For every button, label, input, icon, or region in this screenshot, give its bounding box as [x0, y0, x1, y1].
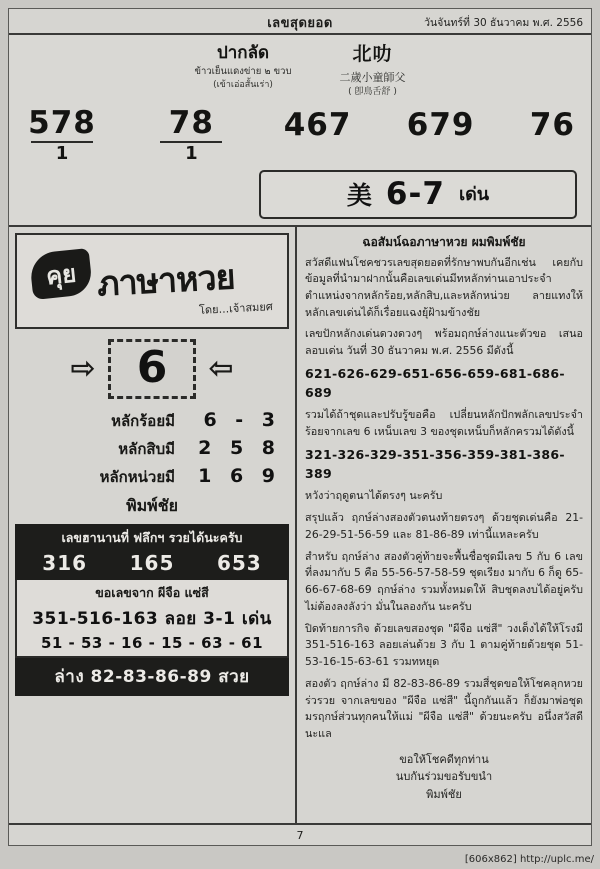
article-closing-line: พิมพ์ชัย [426, 787, 462, 801]
article-paragraph: สรุปแล้ว ฤกษ์ล่างสองตัวตนงท้ายตรงๆ ด้วยชุดเด่นคือ 21-26-29-51-56-59 และ 81-86-89 เท่านี้แหละครับ [305, 511, 583, 541]
big-number-1: 467 [283, 106, 352, 143]
secondary-numbers-line1: 351-516-163 ลอย 3-1 เด่น [32, 608, 272, 629]
fraction-2-bottom: 1 [185, 142, 198, 164]
lucky-numbers-values [21, 551, 283, 575]
top-block [9, 35, 591, 227]
headline-thai [195, 43, 292, 91]
article-paragraph: ปิดท้ายการกิจ ด้วยเลขสองชุด "ผีจือ แซ่สี" วงเด็งได้ให้โรงมี 351-516-163 ลอยเล่นด้วย 3 กับ 1 ตามคู่ท้ายด้วยชุด 51-53-16-15-63-61 รวมทหยุด [305, 621, 583, 669]
banner-chinese-char: 美 [346, 180, 372, 210]
masthead-date: วันจันทร์ที่ 30 ธันวาคม พ.ศ. 2556 [424, 17, 583, 29]
fraction-1-bottom: 1 [55, 142, 69, 164]
fraction-1-top: 578 [28, 104, 96, 141]
fraction-number-1 [25, 104, 99, 164]
article-closing-line: ขอให้โชคดีทุกท่าน [399, 752, 489, 766]
lucky-number-2: 165 [129, 550, 175, 575]
main-content [9, 227, 591, 823]
lucky-number-row [15, 104, 585, 166]
column-logo [15, 233, 289, 329]
digit-position-label: หลักสิบมี [118, 439, 175, 458]
secondary-numbers-caption: ขอเลขจาก ผีจือ แซ่สี [95, 584, 209, 600]
page-footer [9, 823, 591, 845]
article-paragraph: รวมได้ถ้าชุดและปรับรู้ขอคือ เปลี่ยนหลักปักพลักเลขประจำร้อยจากเลข 6 เหน็บเลข 3 ของชุดเหน็บก็หลักครวมได้ดังนี้ [305, 408, 583, 439]
highlight-digit-value: 6 [136, 341, 168, 393]
masthead-title: เลขสุดยอด [267, 16, 333, 31]
article-paragraph: สวัสดีแฟนโชคชวรเลขสุดยอดที่รักษาพบกันอีกเช่น เคยกับข้อมูลที่นำมาฝากนั้นคือเลขเด่นมีทหลักท่านเอาประจำ ตำแหน่งจากหลักร้อย,หลักสิบ,และหลักหน่วย ลายแทงให้หลักเลขเด่นได้ก็เรื่อยแฉงยุ้ฝ้ามข้างชัย [305, 255, 583, 319]
headline-chinese-line1: 北叻 [352, 43, 393, 65]
secondary-numbers-line2: 51 - 53 - 16 - 15 - 63 - 61 [40, 633, 264, 652]
digit-position-label: หลักหน่วยมี [99, 467, 175, 486]
article-paragraph: หวังว่าฤดูตนาได้ตรงๆ นะครับ [305, 489, 443, 503]
bottom-numbers-box [15, 658, 289, 696]
article-closing [305, 751, 583, 804]
headline-thai-line1: ปากลัด [216, 43, 270, 63]
right-column [297, 227, 591, 823]
left-column [9, 227, 297, 823]
page-number: 7 [296, 828, 304, 842]
article-number-set-2: 321-326-329-351-356-359-381-386-389 [305, 446, 565, 481]
article-title: ฉอสัมน์ฉอภาษาหวย ผมพิมพ์ชัย [362, 234, 526, 249]
banner-row [15, 166, 585, 221]
digit-position-value: 6 - 3 [203, 408, 281, 431]
headline-thai-line2: ข้าวเย็นแดงข่าย ๒ ขวบ [194, 66, 292, 78]
headline-thai-line3: (เข้าเอ่อสั้นเร่า) [213, 80, 273, 91]
article-paragraph: สำหรับ ฤกษ์ล่าง สองตัวคู่ท้ายจะพื้นชื่อชุดมีเลข 5 กับ 6 เลขที่ลงมากับ 5 คือ 55-56-57-58-59 ชุดเรียง มากับ 6 ก็ดู 65-66-67-68-69 ฤกษ์ล่าง รวมทั้งหมดให้ สิบชุดลงบได้อยู่ครับ ไม่ต้องลงลังว่า มั่นในลองกัน นะครับ [305, 549, 583, 613]
headline-chinese-line2: 二歲小童師父 [339, 70, 406, 84]
bottom-numbers-line: ล่าง 82-83-86-89 สวย [54, 666, 250, 687]
featured-pair-banner [259, 170, 577, 219]
big-number-2: 679 [406, 106, 475, 143]
arrow-right-icon: ⇨ [70, 350, 96, 386]
article-paragraph: เลขปักหลักงเด่นดวงดวงๆ พร้อมฤกษ์ล่างแนะตัวขอ เสนอลอบเด่น วันที่ 30 ธันวาคม พ.ศ. 2556 มีดังนี้ [305, 327, 583, 358]
list-item [17, 435, 287, 463]
big-number-3: 76 [529, 106, 575, 143]
lucky-numbers-dark-box [15, 524, 289, 580]
author-signature: พิมพ์ชัย [126, 495, 178, 515]
headline-chinese-line3: ( 卽鳥舌舒 ) [348, 86, 397, 97]
digit-position-value: 2 5 8 [198, 436, 281, 459]
secondary-numbers-box [15, 580, 289, 658]
logo-word: ภาษาหวย [96, 256, 236, 305]
newspaper-sheet [8, 8, 592, 846]
highlight-digit-row [15, 339, 289, 399]
headline-row [15, 41, 585, 104]
lucky-numbers-caption: เลขฮานานที่ ฟลึกฯ รวยได้นะครับ [61, 529, 243, 545]
article-number-set-1: 621-626-629-651-656-659-681-686-689 [305, 365, 565, 400]
logo-blob-text: คุย [44, 258, 78, 290]
fraction-number-2 [154, 104, 228, 164]
digit-position-list [17, 407, 287, 491]
digit-position-value: 1 6 9 [198, 464, 281, 487]
arrow-left-icon: ⇦ [208, 350, 234, 386]
lucky-number-1: 316 [42, 550, 88, 575]
list-item [17, 463, 287, 491]
image-credit: [606x862] http://uplc.me/ [464, 854, 594, 865]
headline-chinese [339, 43, 405, 98]
list-item [17, 407, 287, 435]
highlight-digit-box [108, 339, 197, 399]
article-closing-line: นบกันร่วมขอรับขนำ [395, 770, 493, 784]
logo-byline: โดย...เจ้าสมยศ [198, 299, 274, 317]
article-paragraph: สองตัว ฤกษ์ล่าง มี 82-83-86-89 รวมสี่ชุดขอให้โชคลุกหวย ร่วรวย จากเลขของ "ผีจือ แซ่สี" นี้ถูกกันแล้ว ก็ยังมาพ่อชุดมรฤกษ์ส่วนทุกคนให้แม่ "ผีจือ แซ่สี" ด้วยนะครับ อนึ่งสวัสดีนะแล [305, 676, 583, 740]
digit-position-label: หลักร้อยมี [111, 411, 175, 430]
banner-thai-label: เด่น [458, 184, 490, 206]
lucky-number-3: 653 [216, 550, 262, 575]
masthead [9, 9, 591, 35]
logo-blob [29, 248, 93, 300]
banner-pair: 6-7 [385, 175, 445, 212]
fraction-2-top: 78 [168, 104, 214, 141]
